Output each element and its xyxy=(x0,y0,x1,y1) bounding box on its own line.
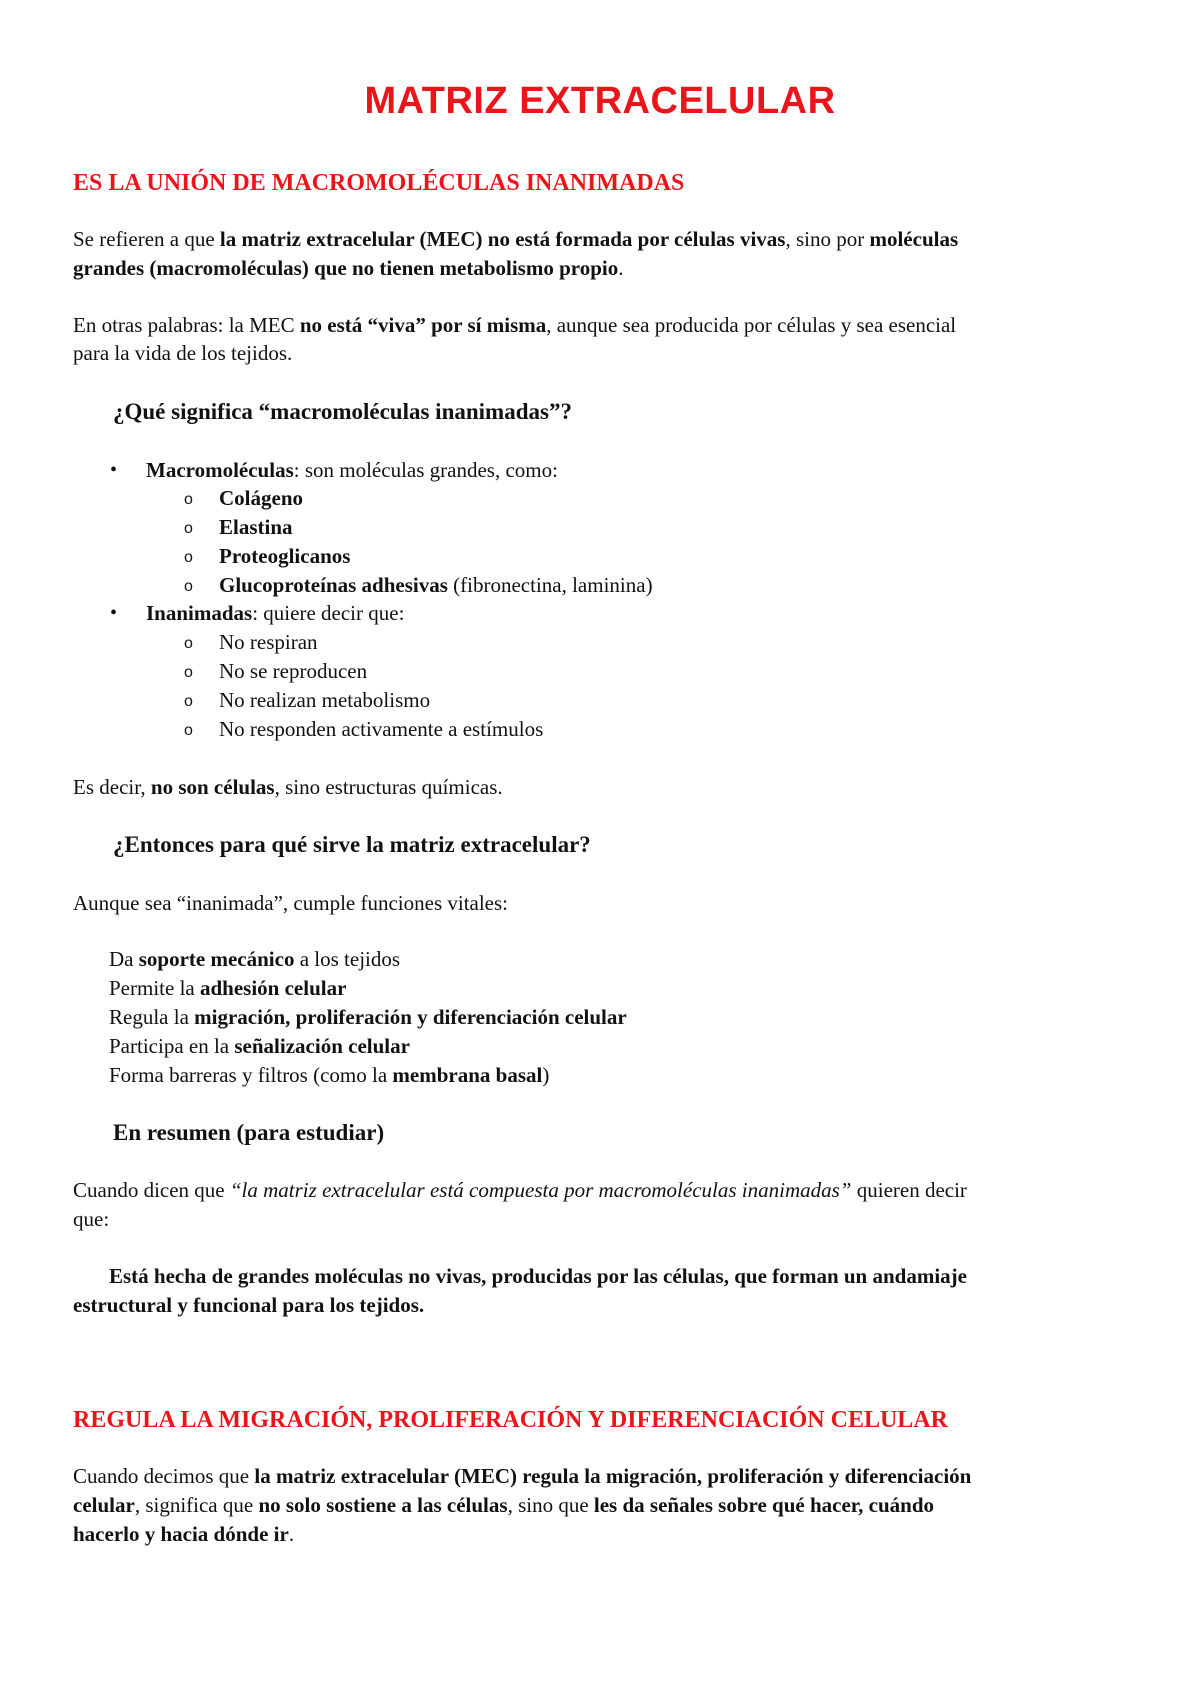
list-item xyxy=(219,513,293,541)
page-title: MATRIZ EXTRACELULAR xyxy=(364,80,836,122)
text-run: Cuando decimos que xyxy=(73,1464,255,1488)
text-run: (fibronectina, laminina) xyxy=(447,573,653,597)
bold-run: señalización celular xyxy=(234,1034,410,1058)
function-line xyxy=(109,1032,410,1060)
function-line xyxy=(109,945,400,973)
paragraph-line xyxy=(73,254,623,282)
text-run: En otras palabras: la MEC xyxy=(73,313,300,337)
text-run: quieren decir xyxy=(851,1178,967,1202)
paragraph-line: Aunque sea “inanimada”, cumple funciones vitales: xyxy=(73,891,509,915)
bold-run: Inanimadas xyxy=(146,601,253,625)
list-item: No se reproducen xyxy=(219,659,368,683)
bold-run: hacerlo y hacia dónde ir xyxy=(73,1522,289,1546)
function-line xyxy=(109,1003,627,1031)
paragraph-line xyxy=(73,1491,934,1519)
section-heading-2: REGULA LA MIGRACIÓN, PROLIFERACIÓN Y DIFERENCIACIÓN CELULAR xyxy=(73,1407,948,1433)
list-item: No realizan metabolismo xyxy=(219,688,431,712)
bold-run: membrana basal xyxy=(392,1063,543,1087)
text-run: , sino estructuras químicas. xyxy=(274,775,503,799)
text-run: , aunque sea producida por células y sea esencial xyxy=(546,313,957,337)
question-heading-2: ¿Entonces para qué sirve la matriz extracelular? xyxy=(113,832,591,857)
sub-bullet-marker: o xyxy=(184,578,193,595)
question-heading-1: ¿Qué significa “macromoléculas inanimadas”? xyxy=(113,399,572,424)
sub-bullet-marker: o xyxy=(184,491,193,508)
list-item xyxy=(219,542,350,570)
summary-line xyxy=(73,1291,424,1319)
sub-bullet-marker: o xyxy=(184,549,193,566)
text-run: , sino por xyxy=(785,227,870,251)
function-line xyxy=(109,974,346,1002)
text-run: a los tejidos xyxy=(294,947,401,971)
list-item xyxy=(219,571,653,599)
list-item: No respiran xyxy=(219,630,318,654)
bold-run: Proteoglicanos xyxy=(219,544,351,568)
list-item xyxy=(219,484,303,512)
bold-run: no está “viva” por sí misma xyxy=(299,313,547,337)
text-run: , significa que xyxy=(134,1493,259,1517)
bold-run: les da señales sobre qué hacer, cuándo xyxy=(593,1493,935,1517)
sub-bullet-marker: o xyxy=(184,664,193,681)
text-run: , sino que xyxy=(507,1493,594,1517)
sub-bullet-marker: o xyxy=(184,520,193,537)
text-run: : quiere decir que: xyxy=(252,601,405,625)
text-run: Se refieren a que xyxy=(73,227,220,251)
bullet-marker: • xyxy=(110,602,118,624)
bold-run: moléculas xyxy=(869,227,959,251)
bold-run: Macromoléculas xyxy=(146,458,294,482)
list-item xyxy=(146,599,404,627)
text-run: Es decir, xyxy=(73,775,151,799)
bold-run: estructural y funcional para los tejidos. xyxy=(73,1293,425,1317)
bold-run: la matriz extracelular (MEC) regula la migración, proliferación y diferenciación xyxy=(254,1464,972,1488)
bold-run: adhesión celular xyxy=(199,976,347,1000)
bold-run: migración, proliferación y diferenciación celular xyxy=(194,1005,627,1029)
text-run: Forma barreras y filtros (como la xyxy=(109,1063,393,1087)
italic-run: “la matriz extracelular está compuesta por macromoléculas inanimadas” xyxy=(229,1178,852,1202)
sub-bullet-marker: o xyxy=(184,722,193,739)
sub-bullet-marker: o xyxy=(184,693,193,710)
function-line xyxy=(109,1061,549,1089)
paragraph-line: que: xyxy=(73,1207,110,1231)
bold-run: Glucoproteínas adhesivas xyxy=(219,573,448,597)
summary-heading: En resumen (para estudiar) xyxy=(113,1120,385,1145)
paragraph-line xyxy=(73,1176,967,1204)
bold-run: no son células xyxy=(150,775,275,799)
list-item: No responden activamente a estímulos xyxy=(219,717,544,741)
bold-run: soporte mecánico xyxy=(138,947,295,971)
bold-run: la matriz extracelular (MEC) no está formada por células vivas xyxy=(219,227,786,251)
text-run: Participa en la xyxy=(109,1034,235,1058)
bullet-marker: • xyxy=(110,459,118,481)
paragraph-line xyxy=(73,1520,294,1548)
text-run: Da xyxy=(109,947,139,971)
paragraph-line xyxy=(73,1462,971,1490)
text-run: ) xyxy=(542,1063,550,1087)
text-run: Cuando dicen que xyxy=(73,1178,230,1202)
text-run: . xyxy=(618,256,624,280)
sub-bullet-marker: o xyxy=(184,635,193,652)
text-run: : son moléculas grandes, como: xyxy=(293,458,558,482)
bold-run: no solo sostiene a las células xyxy=(258,1493,508,1517)
paragraph-line xyxy=(73,311,956,339)
bold-run: celular xyxy=(73,1493,135,1517)
bold-run: Elastina xyxy=(219,515,293,539)
list-item xyxy=(146,456,558,484)
bold-run: Está hecha de grandes moléculas no vivas, producidas por las células, que forman un andamiaje xyxy=(109,1264,967,1288)
section-heading-1: ES LA UNIÓN DE MACROMOLÉCULAS INANIMADAS xyxy=(73,170,685,196)
text-run: . xyxy=(288,1522,295,1546)
bold-run: grandes (macromoléculas) que no tienen metabolismo propio xyxy=(73,256,619,280)
bold-run: Colágeno xyxy=(219,486,303,510)
text-run: Regula la xyxy=(109,1005,195,1029)
paragraph-line xyxy=(73,225,958,253)
paragraph-line: para la vida de los tejidos. xyxy=(73,341,293,365)
paragraph-line xyxy=(73,773,503,801)
text-run: Permite la xyxy=(109,976,200,1000)
summary-line xyxy=(109,1262,967,1290)
